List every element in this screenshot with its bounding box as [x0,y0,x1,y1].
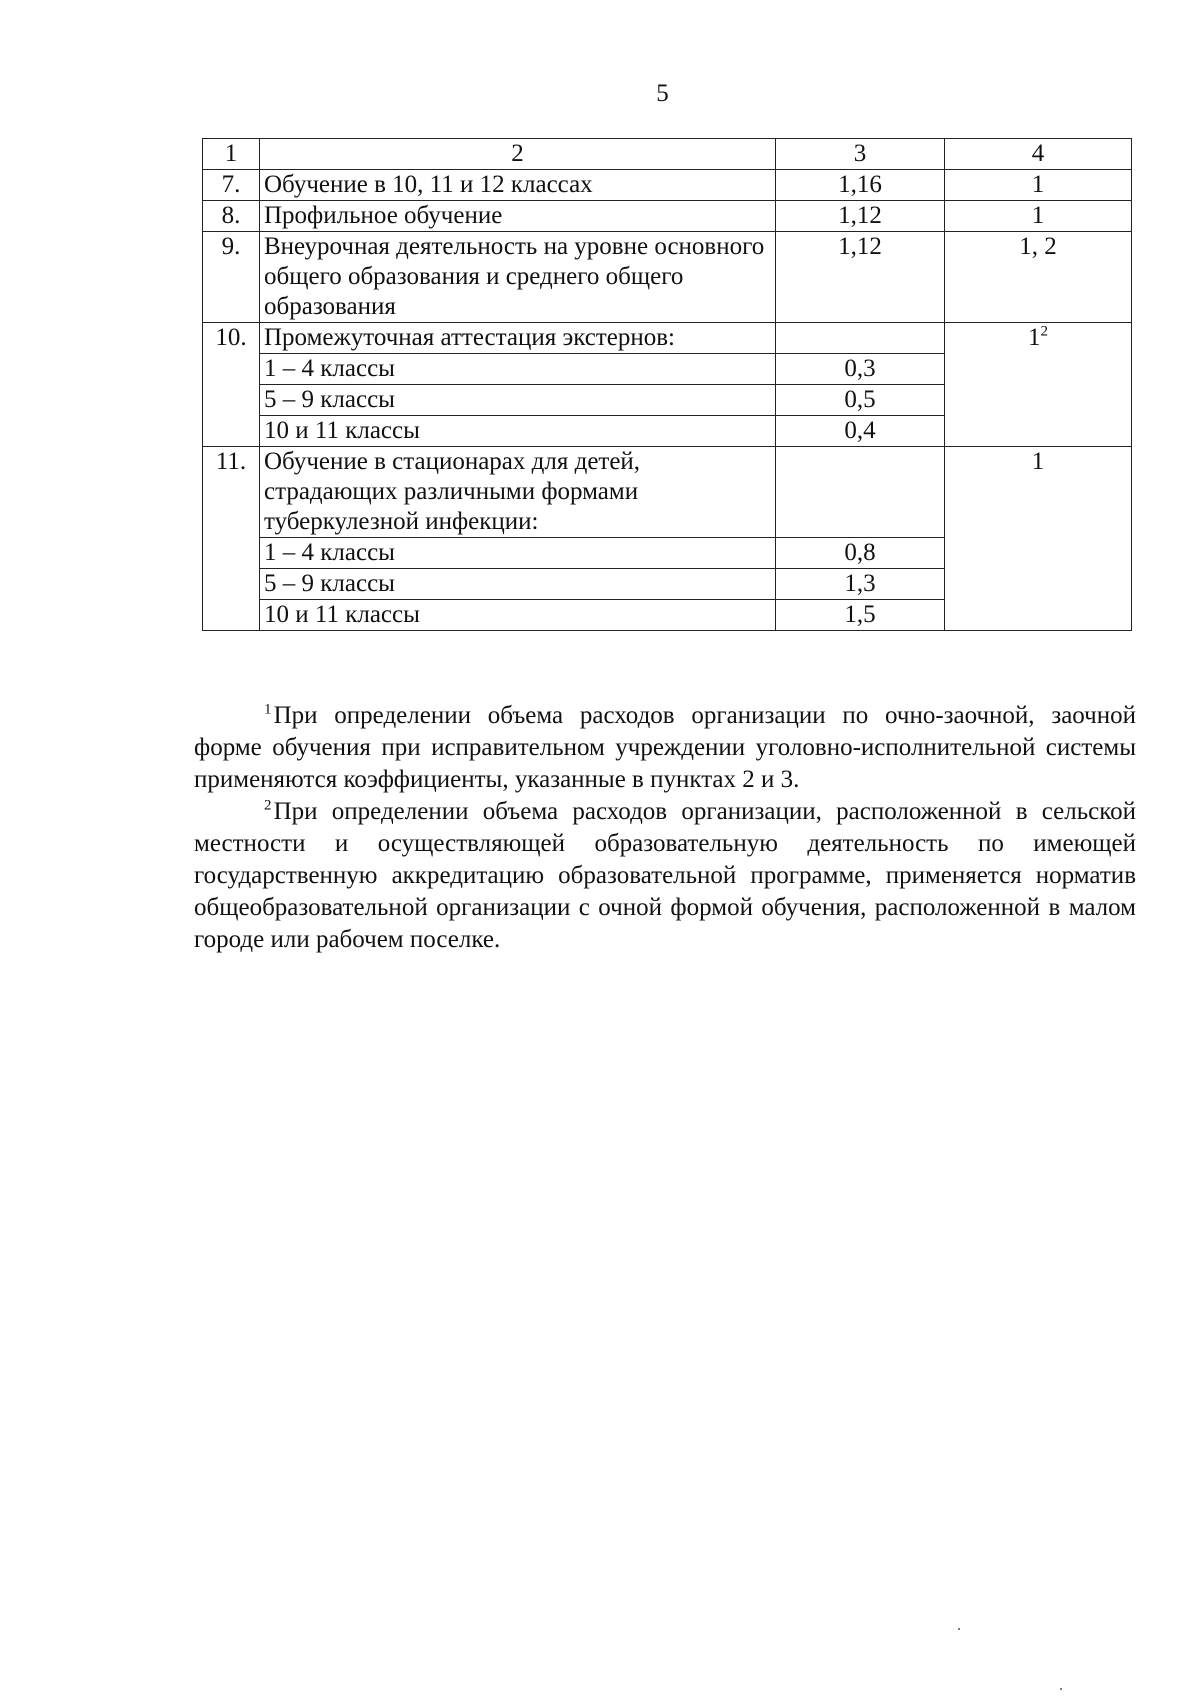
row-coefficient: 1,12 [776,201,945,232]
subrow-name: 5 – 9 классы [260,385,776,416]
row-name: Профильное обучение [260,201,776,232]
row-coefficient: 1,16 [776,170,945,201]
footnote-ref-base: 1 [1028,324,1041,351]
scan-speck [1060,1688,1062,1690]
scan-speck [958,1628,960,1630]
row-footnote-ref: 1 [945,170,1132,201]
subrow-name: 10 и 11 классы [260,416,776,447]
page-number: 5 [656,80,669,107]
row-coefficient-empty [776,323,945,354]
table-row [203,201,1132,232]
subrow-coefficient: 1,3 [776,569,945,600]
table-row [203,323,1132,354]
row-number: 11. [203,447,260,631]
table-row [203,447,1132,538]
row-footnote-ref [945,323,1132,447]
row-coefficient: 1,12 [776,232,945,323]
header-col-2: 2 [260,139,776,170]
row-name: Обучение в 10, 11 и 12 классах [260,170,776,201]
footnote-text: При определении объема расходов организации, расположенной в сельской местности и осуществляющей образовательную деятельность по имеющей государственную аккредитацию образовательной программе, применяется норматив общеобразовательной организации с очной формой обучения, расположенной в малом городе или рабочем поселке. [194,798,1136,953]
row-footnote-ref: 1 [945,201,1132,232]
row-name: Промежуточная аттестация экстернов: [260,323,776,354]
footnote-1 [194,700,1136,796]
subrow-coefficient: 0,3 [776,354,945,385]
row-number: 8. [203,201,260,232]
subrow-name: 10 и 11 классы [260,600,776,631]
row-name: Обучение в стационарах для детей, страдающих различными формами туберкулезной инфекции: [260,447,776,538]
subrow-name: 1 – 4 классы [260,538,776,569]
footnotes [194,700,1136,956]
header-col-3: 3 [776,139,945,170]
subrow-name: 5 – 9 классы [260,569,776,600]
table-row [203,232,1132,323]
footnote-ref-sup: 2 [1040,323,1048,340]
subrow-coefficient: 1,5 [776,600,945,631]
footnote-text: При определении объема расходов организации по очно-заочной, заочной форме обучения при исправительном учреждении уголовно-исполнительной системы применяются коэффициенты, указанные в пунктах 2 и 3. [194,702,1136,793]
coefficients-table [202,138,1132,631]
row-coefficient-empty [776,447,945,538]
table-header-row [203,139,1132,170]
subrow-coefficient: 0,4 [776,416,945,447]
row-number: 7. [203,170,260,201]
footnote-mark: 2 [264,797,272,814]
header-col-4: 4 [945,139,1132,170]
footnote-mark: 1 [264,701,272,718]
row-name: Внеурочная деятельность на уровне основного общего образования и среднего общего образования [260,232,776,323]
subrow-coefficient: 0,5 [776,385,945,416]
row-footnote-ref: 1 [945,447,1132,631]
header-col-1: 1 [203,139,260,170]
table-row [203,170,1132,201]
row-number: 10. [203,323,260,447]
footnote-2 [194,796,1136,956]
row-number: 9. [203,232,260,323]
subrow-name: 1 – 4 классы [260,354,776,385]
subrow-coefficient: 0,8 [776,538,945,569]
row-footnote-ref: 1, 2 [945,232,1132,323]
